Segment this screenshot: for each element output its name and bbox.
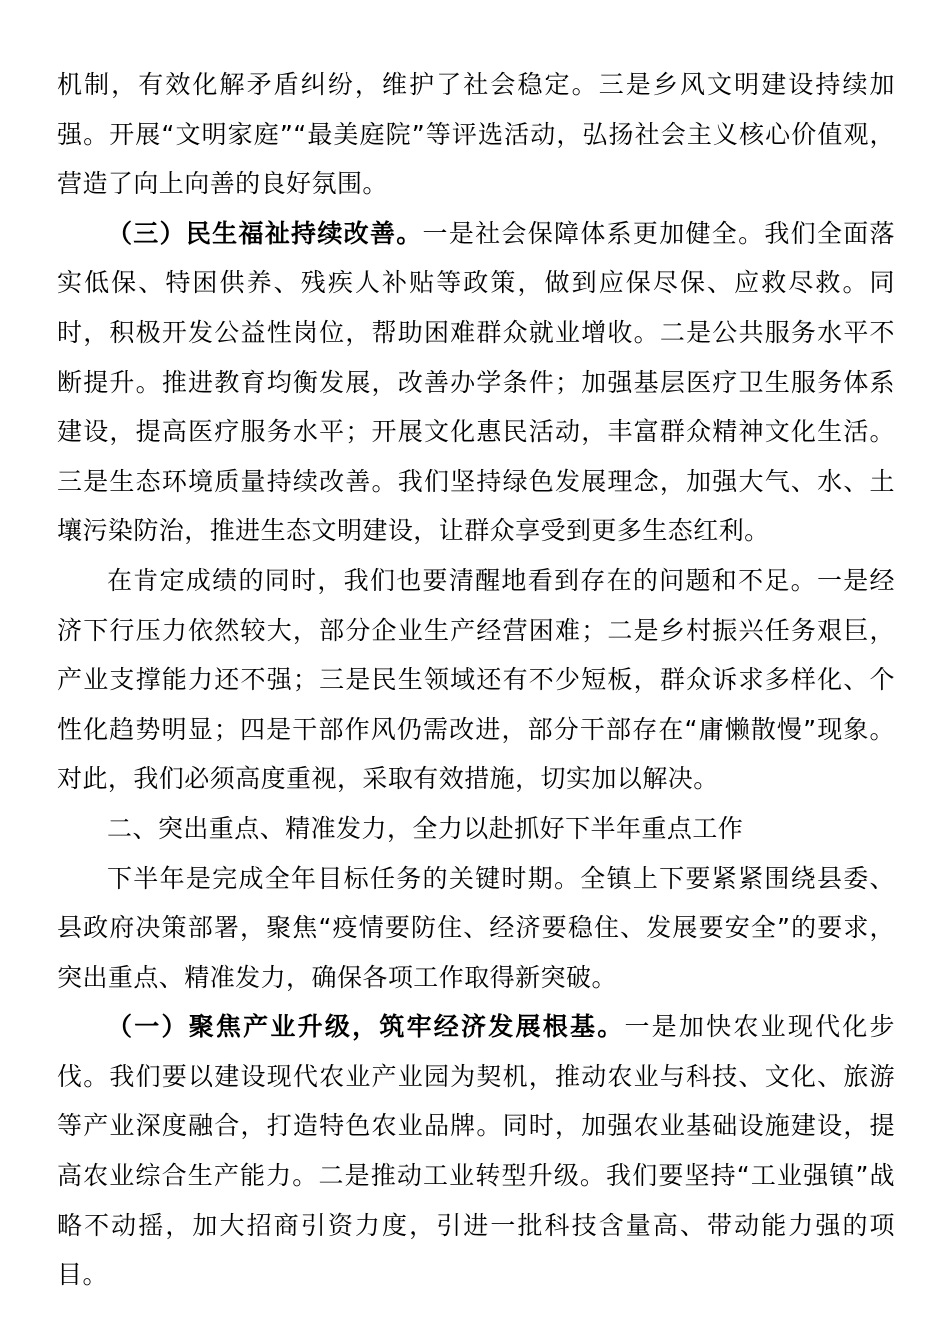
paragraph-1 xyxy=(57,60,895,209)
section-title-2-text: 二、突出重点、精准发力，全力以赴抓好下半年重点工作 xyxy=(107,813,744,843)
paragraph-6 xyxy=(57,1002,895,1300)
paragraph-1-text: 机制，有效化解矛盾纠纷，维护了社会稳定。三是乡风文明建设持续加强。开展“文明家庭”“最美庭院”等评选活动，弘扬社会主义核心价值观，营造了向上向善的良好氛围。 xyxy=(57,70,895,199)
paragraph-3 xyxy=(57,556,895,804)
section-heading-1: （一）聚焦产业升级，筑牢经济发展根基。 xyxy=(107,1012,625,1042)
document-page xyxy=(57,60,895,1300)
paragraph-5 xyxy=(57,854,895,1003)
paragraph-5-text: 下半年是完成全年目标任务的关键时期。全镇上下要紧紧围绕县委、县政府决策部署，聚焦“疫情要防住、经济要稳住、发展要安全”的要求，突出重点、精准发力，确保各项工作取得新突破。 xyxy=(57,863,895,992)
paragraph-2 xyxy=(57,209,895,556)
section-title-2 xyxy=(57,804,895,854)
paragraph-6-text: 一是加快农业现代化步伐。我们要以建设现代农业产业园为契机，推动农业与科技、文化、旅游等产业深度融合，打造特色农业品牌。同时，加强农业基础设施建设，提高农业综合生产能力。二是推动工业转型升级。我们要坚持“工业强镇”战略不动摇，加大招商引资力度，引进一批科技含量高、带动能力强的项目。 xyxy=(57,1012,895,1290)
paragraph-2-text: 一是社会保障体系更加健全。我们全面落实低保、特困供养、残疾人补贴等政策，做到应保尽保、应救尽救。同时，积极开发公益性岗位，帮助困难群众就业增收。二是公共服务水平不断提升。推进教育均衡发展，改善办学条件；加强基层医疗卫生服务体系建设，提高医疗服务水平；开展文化惠民活动，丰富群众精神文化生活。三是生态环境质量持续改善。我们坚持绿色发展理念，加强大气、水、土壤污染防治，推进生态文明建设，让群众享受到更多生态红利。 xyxy=(57,218,896,546)
section-heading-3: （三）民生福祉持续改善。 xyxy=(107,218,423,248)
paragraph-3-text: 在肯定成绩的同时，我们也要清醒地看到存在的问题和不足。一是经济下行压力依然较大，部分企业生产经营困难；二是乡村振兴任务艰巨，产业支撑能力还不强；三是民生领域还有不少短板，群众诉求多样化、个性化趋势明显；四是干部作风仍需改进，部分干部存在“庸懒散慢”现象。对此，我们必须高度重视，采取有效措施，切实加以解决。 xyxy=(57,565,895,794)
